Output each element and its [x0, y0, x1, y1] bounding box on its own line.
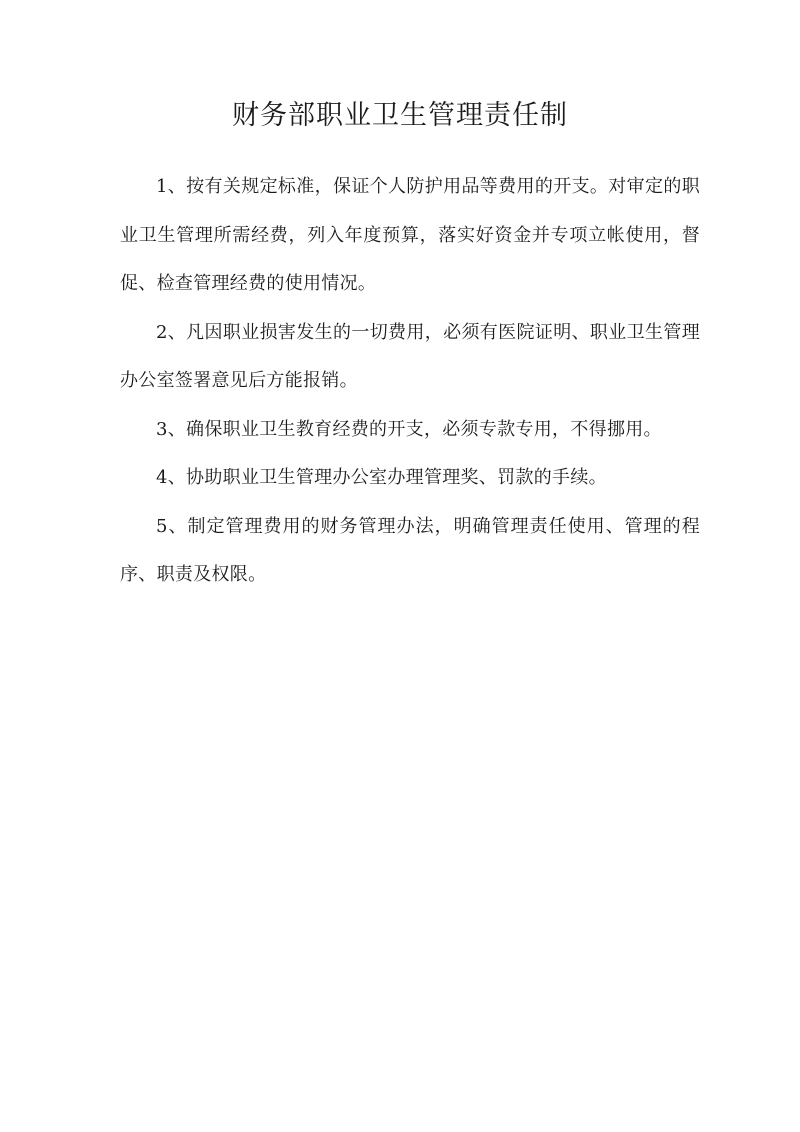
paragraph-3: 3、确保职业卫生教育经费的开支，必须专款专用，不得挪用。	[156, 418, 662, 440]
paragraph-2: 2、凡因职业损害发生的一切费用，必须有医院证明、职业卫生管理办公室签署意见后方能报销。	[120, 321, 700, 391]
document-body	[120, 163, 700, 600]
paragraph-4: 4、协助职业卫生管理办公室办理管理奖、罚款的手续。	[156, 467, 607, 488]
document-title: 财务部职业卫生管理责任制	[232, 100, 568, 131]
paragraph-5: 5、制定管理费用的财务管理办法，明确管理责任使用、管理的程序、职责及权限。	[120, 515, 700, 585]
paragraph-1: 1、按有关规定标准，保证个人防护用品等费用的开支。对审定的职业卫生管理所需经费，列入年度预算，落实好资金并专项立帐使用，督促、检查管理经费的使用情况。	[120, 176, 700, 294]
